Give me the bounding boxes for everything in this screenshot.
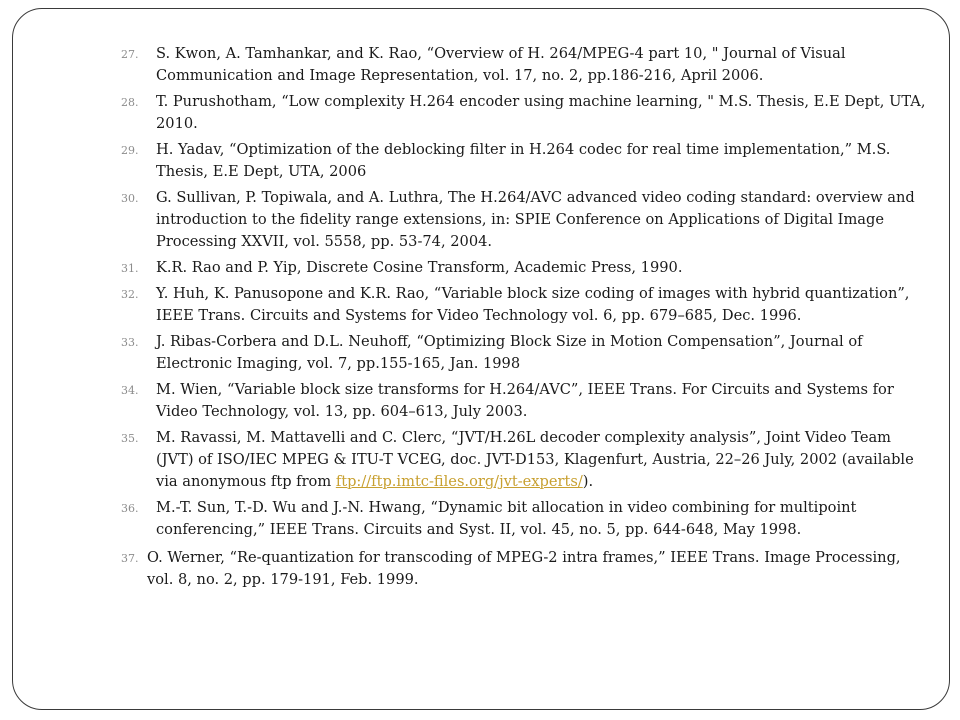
reference-item bbox=[109, 547, 929, 591]
reference-number: 28. bbox=[121, 96, 139, 109]
reference-item bbox=[109, 497, 929, 541]
reference-item bbox=[109, 139, 929, 183]
reference-text: H. Yadav, “Optimization of the deblocking filter in H.264 codec for real time implementation,” M.S. Thesis, E.E Dept, UTA, 2006 bbox=[156, 141, 891, 180]
reference-item bbox=[109, 43, 929, 87]
reference-text: M. Ravassi, M. Mattavelli and C. Clerc, “JVT/H.26L decoder complexity analysis”, Joint Video Team (JVT) of ISO/IEC MPEG & ITU-T VCEG, doc. JVT-D153, Klagenfurt, Austria, 22–26 July, 2002 (available via anonymous ftp from bbox=[156, 429, 914, 490]
reference-number: 35. bbox=[121, 432, 139, 445]
reference-text: M. Wien, “Variable block size transforms for H.264/AVC”, IEEE Trans. For Circuits and Systems for Video Technology, vol. 13, pp. 604–613, July 2003. bbox=[156, 381, 894, 420]
reference-text: J. Ribas-Corbera and D.L. Neuhoff, “Optimizing Block Size in Motion Compensation”, Journal of Electronic Imaging, vol. 7, pp.155-165, Jan. 1998 bbox=[156, 333, 863, 372]
reference-number: 31. bbox=[121, 262, 139, 275]
reference-number: 29. bbox=[121, 144, 139, 157]
reference-number: 34. bbox=[121, 384, 139, 397]
reference-text: M.-T. Sun, T.-D. Wu and J.-N. Hwang, “Dynamic bit allocation in video combining for multipoint conferencing,” IEEE Trans. Circuits and Syst. II, vol. 45, no. 5, pp. 644-648, May 1998. bbox=[156, 499, 857, 538]
reference-text: S. Kwon, A. Tamhankar, and K. Rao, “Overview of H. 264/MPEG-4 part 10, " Journal of Visual Communication and Image Representation, vol. 17, no. 2, pp.186-216, April 2006. bbox=[156, 45, 846, 84]
reference-item bbox=[109, 91, 929, 135]
reference-number: 30. bbox=[121, 192, 139, 205]
reference-text: O. Werner, “Re-quantization for transcoding of MPEG-2 intra frames,” IEEE Trans. Image Processing, vol. 8, no. 2, pp. 179-191, Feb. 1999. bbox=[147, 549, 901, 588]
slide-frame bbox=[12, 8, 950, 710]
reference-text: K.R. Rao and P. Yip, Discrete Cosine Transform, Academic Press, 1990. bbox=[156, 259, 683, 276]
reference-text: Y. Huh, K. Panusopone and K.R. Rao, “Variable block size coding of images with hybrid quantization”, IEEE Trans. Circuits and Systems for Video Technology vol. 6, pp. 679–685, Dec. 1996. bbox=[156, 285, 910, 324]
reference-number: 37. bbox=[121, 552, 139, 565]
ftp-link[interactable]: ftp://ftp.imtc-files.org/jvt-experts/ bbox=[335, 473, 583, 490]
reference-text: G. Sullivan, P. Topiwala, and A. Luthra, The H.264/AVC advanced video coding standard: overview and introduction to the fidelity range extensions, in: SPIE Conference on Applications of Digital Image Processing XXVII, vol. 5558, pp. 53-74, 2004. bbox=[156, 189, 915, 250]
reference-text: T. Purushotham, “Low complexity H.264 encoder using machine learning, " M.S. Thesis, E.E Dept, UTA, 2010. bbox=[156, 93, 926, 132]
reference-list bbox=[109, 43, 929, 595]
reference-number: 32. bbox=[121, 288, 139, 301]
reference-item bbox=[109, 331, 929, 375]
reference-item bbox=[109, 283, 929, 327]
reference-number: 36. bbox=[121, 502, 139, 515]
reference-number: 33. bbox=[121, 336, 139, 349]
reference-item bbox=[109, 427, 929, 493]
reference-item bbox=[109, 379, 929, 423]
reference-number: 27. bbox=[121, 48, 139, 61]
reference-item bbox=[109, 257, 929, 279]
reference-text-tail: ). bbox=[582, 473, 594, 490]
reference-item bbox=[109, 187, 929, 253]
